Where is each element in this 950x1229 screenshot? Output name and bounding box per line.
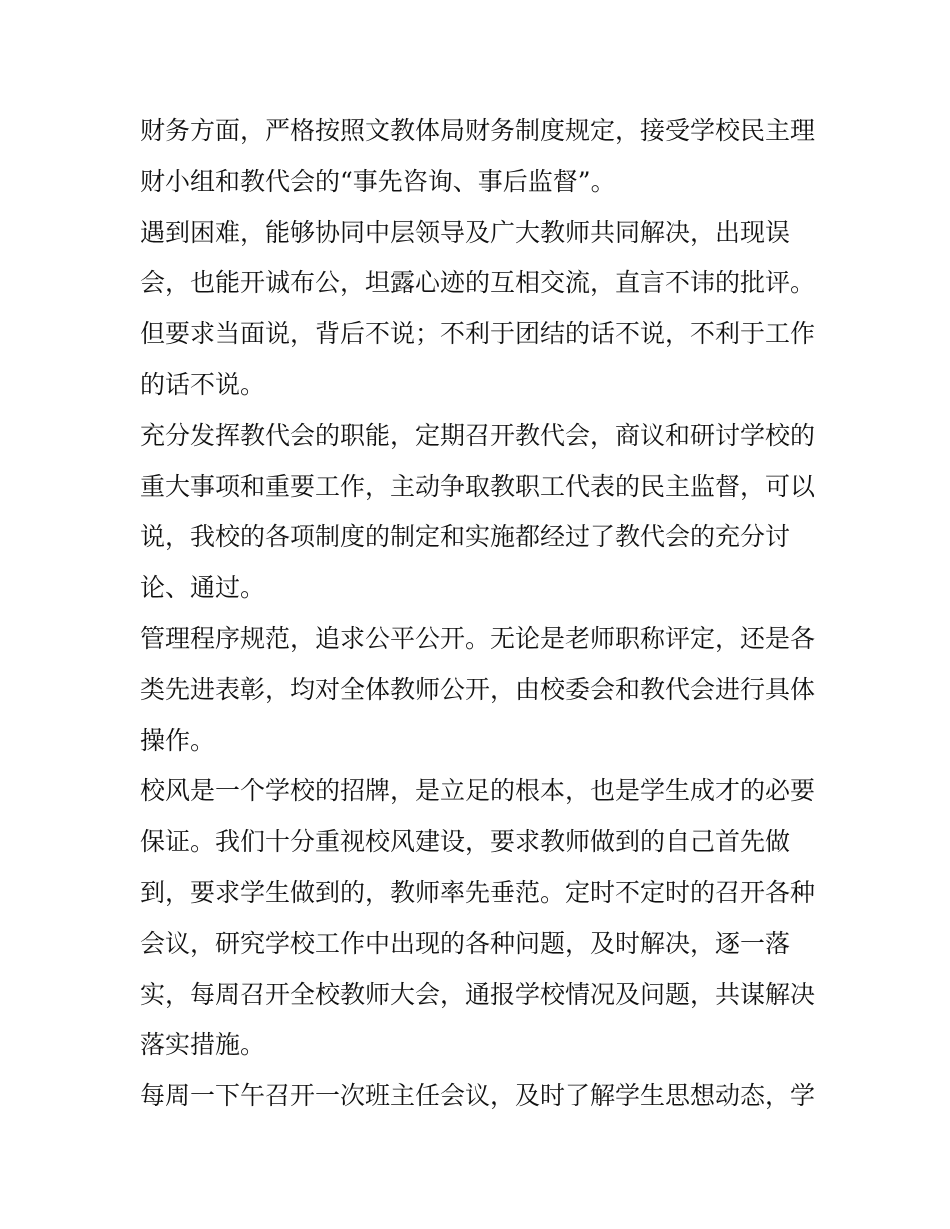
document-body-text	[140, 106, 820, 1122]
text-line: 的话不说。	[140, 369, 266, 399]
text-line: 重大事项和重要工作，主动争取教职工代表的民主监督，可以	[140, 471, 816, 501]
text-line: 财小组和教代会的“事先咨询、事后监督”。	[140, 166, 616, 196]
text-line: 会议，研究学校工作中出现的各种问题，及时解决，逐一落	[140, 928, 791, 958]
text-line: 到，要求学生做到的，教师率先垂范。定时不定时的召开各种	[140, 877, 816, 907]
text-line: 操作。	[140, 725, 216, 755]
text-line: 说，我校的各项制度的制定和实施都经过了教代会的充分讨	[140, 522, 791, 552]
text-line: 每周一下午召开一次班主任会议，及时了解学生思想动态，学	[140, 1081, 816, 1111]
text-line: 遇到困难，能够协同中层领导及广大教师共同解决，出现误	[140, 217, 791, 247]
text-line: 但要求当面说，背后不说；不利于团结的话不说，不利于工作	[140, 319, 816, 349]
text-line: 类先进表彰，均对全体教师公开，由校委会和教代会进行具体	[140, 674, 816, 704]
text-line: 论、通过。	[140, 573, 266, 603]
text-line: 会，也能开诚布公，坦露心迹的互相交流，直言不讳的批评。	[140, 268, 816, 298]
text-line: 实，每周召开全校教师大会，通报学校情况及问题，共谋解决	[140, 979, 816, 1009]
text-line: 校风是一个学校的招牌，是立足的根本，也是学生成才的必要	[140, 776, 816, 806]
text-line: 充分发挥教代会的职能，定期召开教代会，商议和研讨学校的	[140, 420, 816, 450]
text-line: 落实措施。	[140, 1030, 266, 1060]
text-line: 财务方面，严格按照文教体局财务制度规定，接受学校民主理	[140, 116, 816, 145]
text-line: 管理程序规范，追求公平公开。无论是老师职称评定，还是各	[140, 623, 816, 653]
text-line: 保证。我们十分重视校风建设，要求教师做到的自己首先做	[140, 827, 791, 857]
